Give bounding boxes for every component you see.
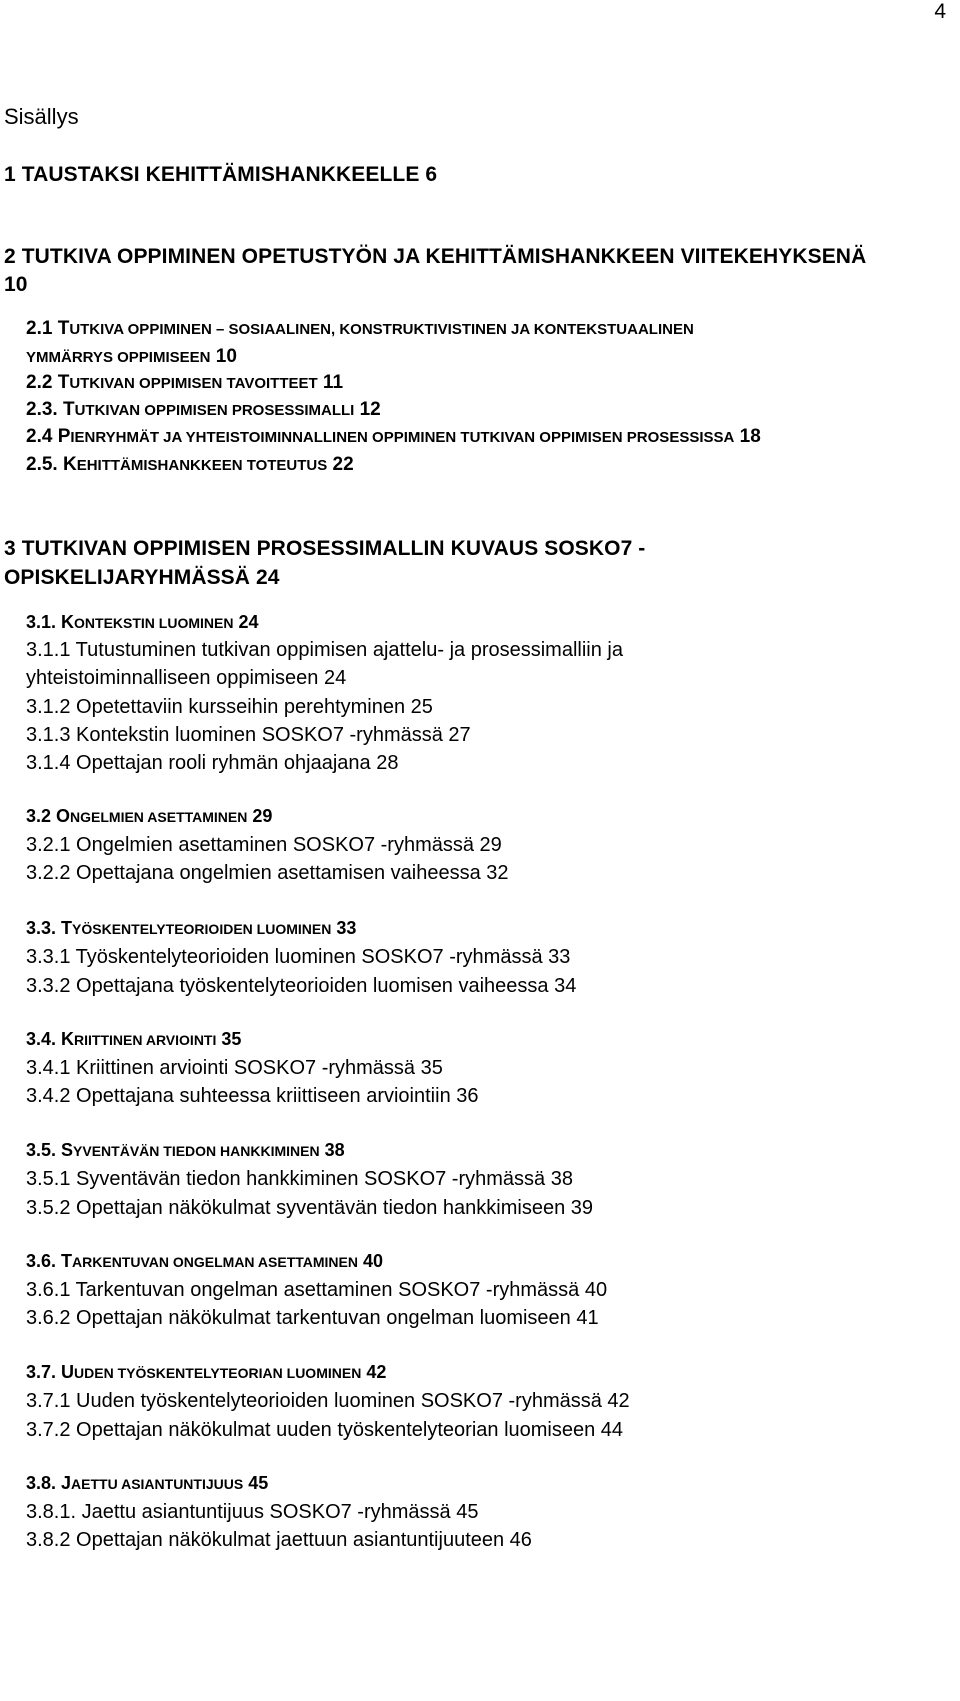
toc-entry-page: 40 — [358, 1251, 384, 1271]
toc-entry-page: 24 — [233, 612, 259, 632]
toc-entry-title: EHITTÄMISHANKKEEN TOTEUTUS — [76, 457, 328, 474]
toc-entry-prefix: 3.2 O — [26, 806, 71, 826]
toc-chapter-2-page[interactable]: 10 — [4, 273, 28, 296]
toc-entry-prefix: 3.7. U — [26, 1362, 75, 1382]
toc-entry-title: YÖSKENTELYTEORIOIDEN LUOMINEN — [72, 921, 332, 937]
toc-entry-prefix: 2.4 P — [26, 426, 71, 447]
toc-section-2-4[interactable] — [26, 426, 761, 448]
toc-section-3-3[interactable] — [26, 918, 356, 939]
toc-entry-prefix: 2.5. K — [26, 454, 77, 475]
toc-subsection-3-1-2[interactable]: 3.1.2 Opetettaviin kursseihin perehtyminen 25 — [26, 696, 433, 718]
toc-section-3-1[interactable] — [26, 612, 259, 633]
toc-section-2-1[interactable] — [26, 318, 694, 340]
toc-entry-title: UTKIVAN OPPIMISEN TAVOITTEET — [69, 375, 318, 392]
toc-chapter-3[interactable]: 3 TUTKIVAN OPPIMISEN PROSESSIMALLIN KUVAUS SOSKO7 - — [4, 537, 646, 560]
toc-entry-prefix: 3.3. T — [26, 918, 73, 938]
toc-entry-page: 35 — [216, 1029, 242, 1049]
toc-entry-page: 29 — [247, 806, 273, 826]
toc-entry-page: 11 — [317, 372, 344, 393]
toc-entry-title: UTKIVAN OPPIMISEN PROSESSIMALLI — [74, 402, 355, 419]
toc-subsection-3-8-2[interactable]: 3.8.2 Opettajan näkökulmat jaettuun asiantuntijuuteen 46 — [26, 1529, 532, 1551]
toc-chapter-2[interactable]: 2 TUTKIVA OPPIMINEN OPETUSTYÖN JA KEHITTÄMISHANKKEEN VIITEKEHYKSENÄ — [4, 245, 867, 268]
toc-subsection-3-7-2[interactable]: 3.7.2 Opettajan näkökulmat uuden työskentelyteorian luomiseen 44 — [26, 1419, 624, 1441]
toc-entry-prefix: 3.1. K — [26, 612, 75, 632]
toc-section-3-6[interactable] — [26, 1251, 383, 1272]
toc-entry-title: UDEN TYÖSKENTELYTEORIAN LUOMINEN — [74, 1365, 362, 1381]
toc-subsection-3-3-1[interactable]: 3.3.1 Työskentelyteorioiden luominen SOSKO7 -ryhmässä 33 — [26, 946, 571, 968]
toc-entry-title: UTKIVA OPPIMINEN – SOSIAALINEN, KONSTRUKTIVISTINEN JA KONTEKSTUAALINEN — [69, 321, 694, 338]
toc-entry-prefix: 2.2 T — [26, 372, 70, 393]
toc-entry-title: IENRYHMÄT JA YHTEISTOIMINNALLINEN OPPIMINEN TUTKIVAN OPPIMISEN PROSESSISSA — [70, 429, 735, 446]
toc-section-3-4[interactable] — [26, 1029, 241, 1050]
toc-entry-title: ONTEKSTIN LUOMINEN — [74, 615, 234, 631]
toc-subsection-3-6-1[interactable]: 3.6.1 Tarkentuvan ongelman asettaminen SOSKO7 -ryhmässä 40 — [26, 1279, 608, 1301]
toc-subsection-3-1-3[interactable]: 3.1.3 Kontekstin luominen SOSKO7 -ryhmässä 27 — [26, 724, 471, 746]
toc-section-3-7[interactable] — [26, 1362, 386, 1383]
toc-entry-title: YVENTÄVÄN TIEDON HANKKIMINEN — [73, 1143, 320, 1159]
toc-section-3-5[interactable] — [26, 1140, 345, 1161]
toc-entry-prefix: 2.1 T — [26, 318, 70, 339]
toc-entry-prefix: 3.8. J — [26, 1473, 72, 1493]
toc-subsection-3-1-1[interactable]: 3.1.1 Tutustuminen tutkivan oppimisen ajattelu- ja prosessimalliin ja — [26, 639, 623, 661]
toc-entry-title: YMMÄRRYS OPPIMISEEN — [26, 349, 211, 366]
toc-section-2-5[interactable] — [26, 454, 354, 476]
toc-subsection-3-7-1[interactable]: 3.7.1 Uuden työskentelyteorioiden luominen SOSKO7 -ryhmässä 42 — [26, 1390, 630, 1412]
toc-entry-page: 12 — [354, 399, 381, 420]
toc-chapter-1[interactable]: 1 TAUSTAKSI KEHITTÄMISHANKKEELLE 6 — [4, 163, 438, 186]
toc-entry-page: 10 — [210, 346, 237, 367]
toc-entry-page: 38 — [319, 1140, 345, 1160]
toc-section-3-2[interactable] — [26, 806, 272, 827]
toc-chapter-3-cont[interactable]: OPISKELIJARYHMÄSSÄ 24 — [4, 566, 280, 589]
toc-entry-prefix: 3.4. K — [26, 1029, 75, 1049]
toc-subsection-3-8-1[interactable]: 3.8.1. Jaettu asiantuntijuus SOSKO7 -ryhmässä 45 — [26, 1501, 479, 1523]
toc-section-2-2[interactable] — [26, 372, 343, 394]
toc-entry-title: ARKENTUVAN ONGELMAN ASETTAMINEN — [72, 1254, 358, 1270]
toc-entry-title: RIITTINEN ARVIOINTI — [74, 1032, 217, 1048]
toc-entry-page: 22 — [327, 454, 354, 475]
toc-subsection-3-3-2[interactable]: 3.3.2 Opettajana työskentelyteorioiden luomisen vaiheessa 34 — [26, 975, 577, 997]
toc-subsection-3-1-4[interactable]: 3.1.4 Opettajan rooli ryhmän ohjaajana 28 — [26, 752, 399, 774]
toc-entry-title: NGELMIEN ASETTAMINEN — [70, 809, 248, 825]
toc-subsection-3-1-1-cont[interactable]: yhteistoiminnalliseen oppimiseen 24 — [26, 667, 347, 689]
toc-entry-page: 42 — [361, 1362, 387, 1382]
toc-entry-prefix: 3.6. T — [26, 1251, 73, 1271]
toc-section-3-8[interactable] — [26, 1473, 268, 1494]
toc-entry-prefix: 2.3. T — [26, 399, 75, 420]
toc-entry-page: 33 — [331, 918, 357, 938]
toc-entry-prefix: 3.5. S — [26, 1140, 74, 1160]
toc-subsection-3-2-1[interactable]: 3.2.1 Ongelmien asettaminen SOSKO7 -ryhmässä 29 — [26, 834, 502, 856]
toc-subsection-3-4-1[interactable]: 3.4.1 Kriittinen arviointi SOSKO7 -ryhmässä 35 — [26, 1057, 443, 1079]
page-number: 4 — [934, 0, 946, 23]
toc-subsection-3-6-2[interactable]: 3.6.2 Opettajan näkökulmat tarkentuvan ongelman luomiseen 41 — [26, 1307, 599, 1329]
toc-subsection-3-2-2[interactable]: 3.2.2 Opettajana ongelmien asettamisen vaiheessa 32 — [26, 862, 509, 884]
toc-section-2-1-cont[interactable] — [26, 346, 237, 368]
toc-entry-page: 18 — [734, 426, 761, 447]
toc-entry-title: AETTU ASIANTUNTIJUUS — [71, 1476, 244, 1492]
toc-heading: Sisällys — [4, 104, 79, 129]
toc-subsection-3-4-2[interactable]: 3.4.2 Opettajana suhteessa kriittiseen arviointiin 36 — [26, 1085, 479, 1107]
toc-subsection-3-5-1[interactable]: 3.5.1 Syventävän tiedon hankkiminen SOSKO7 -ryhmässä 38 — [26, 1168, 573, 1190]
toc-entry-page: 45 — [243, 1473, 269, 1493]
toc-subsection-3-5-2[interactable]: 3.5.2 Opettajan näkökulmat syventävän tiedon hankkimiseen 39 — [26, 1197, 594, 1219]
toc-section-2-3[interactable] — [26, 399, 381, 421]
